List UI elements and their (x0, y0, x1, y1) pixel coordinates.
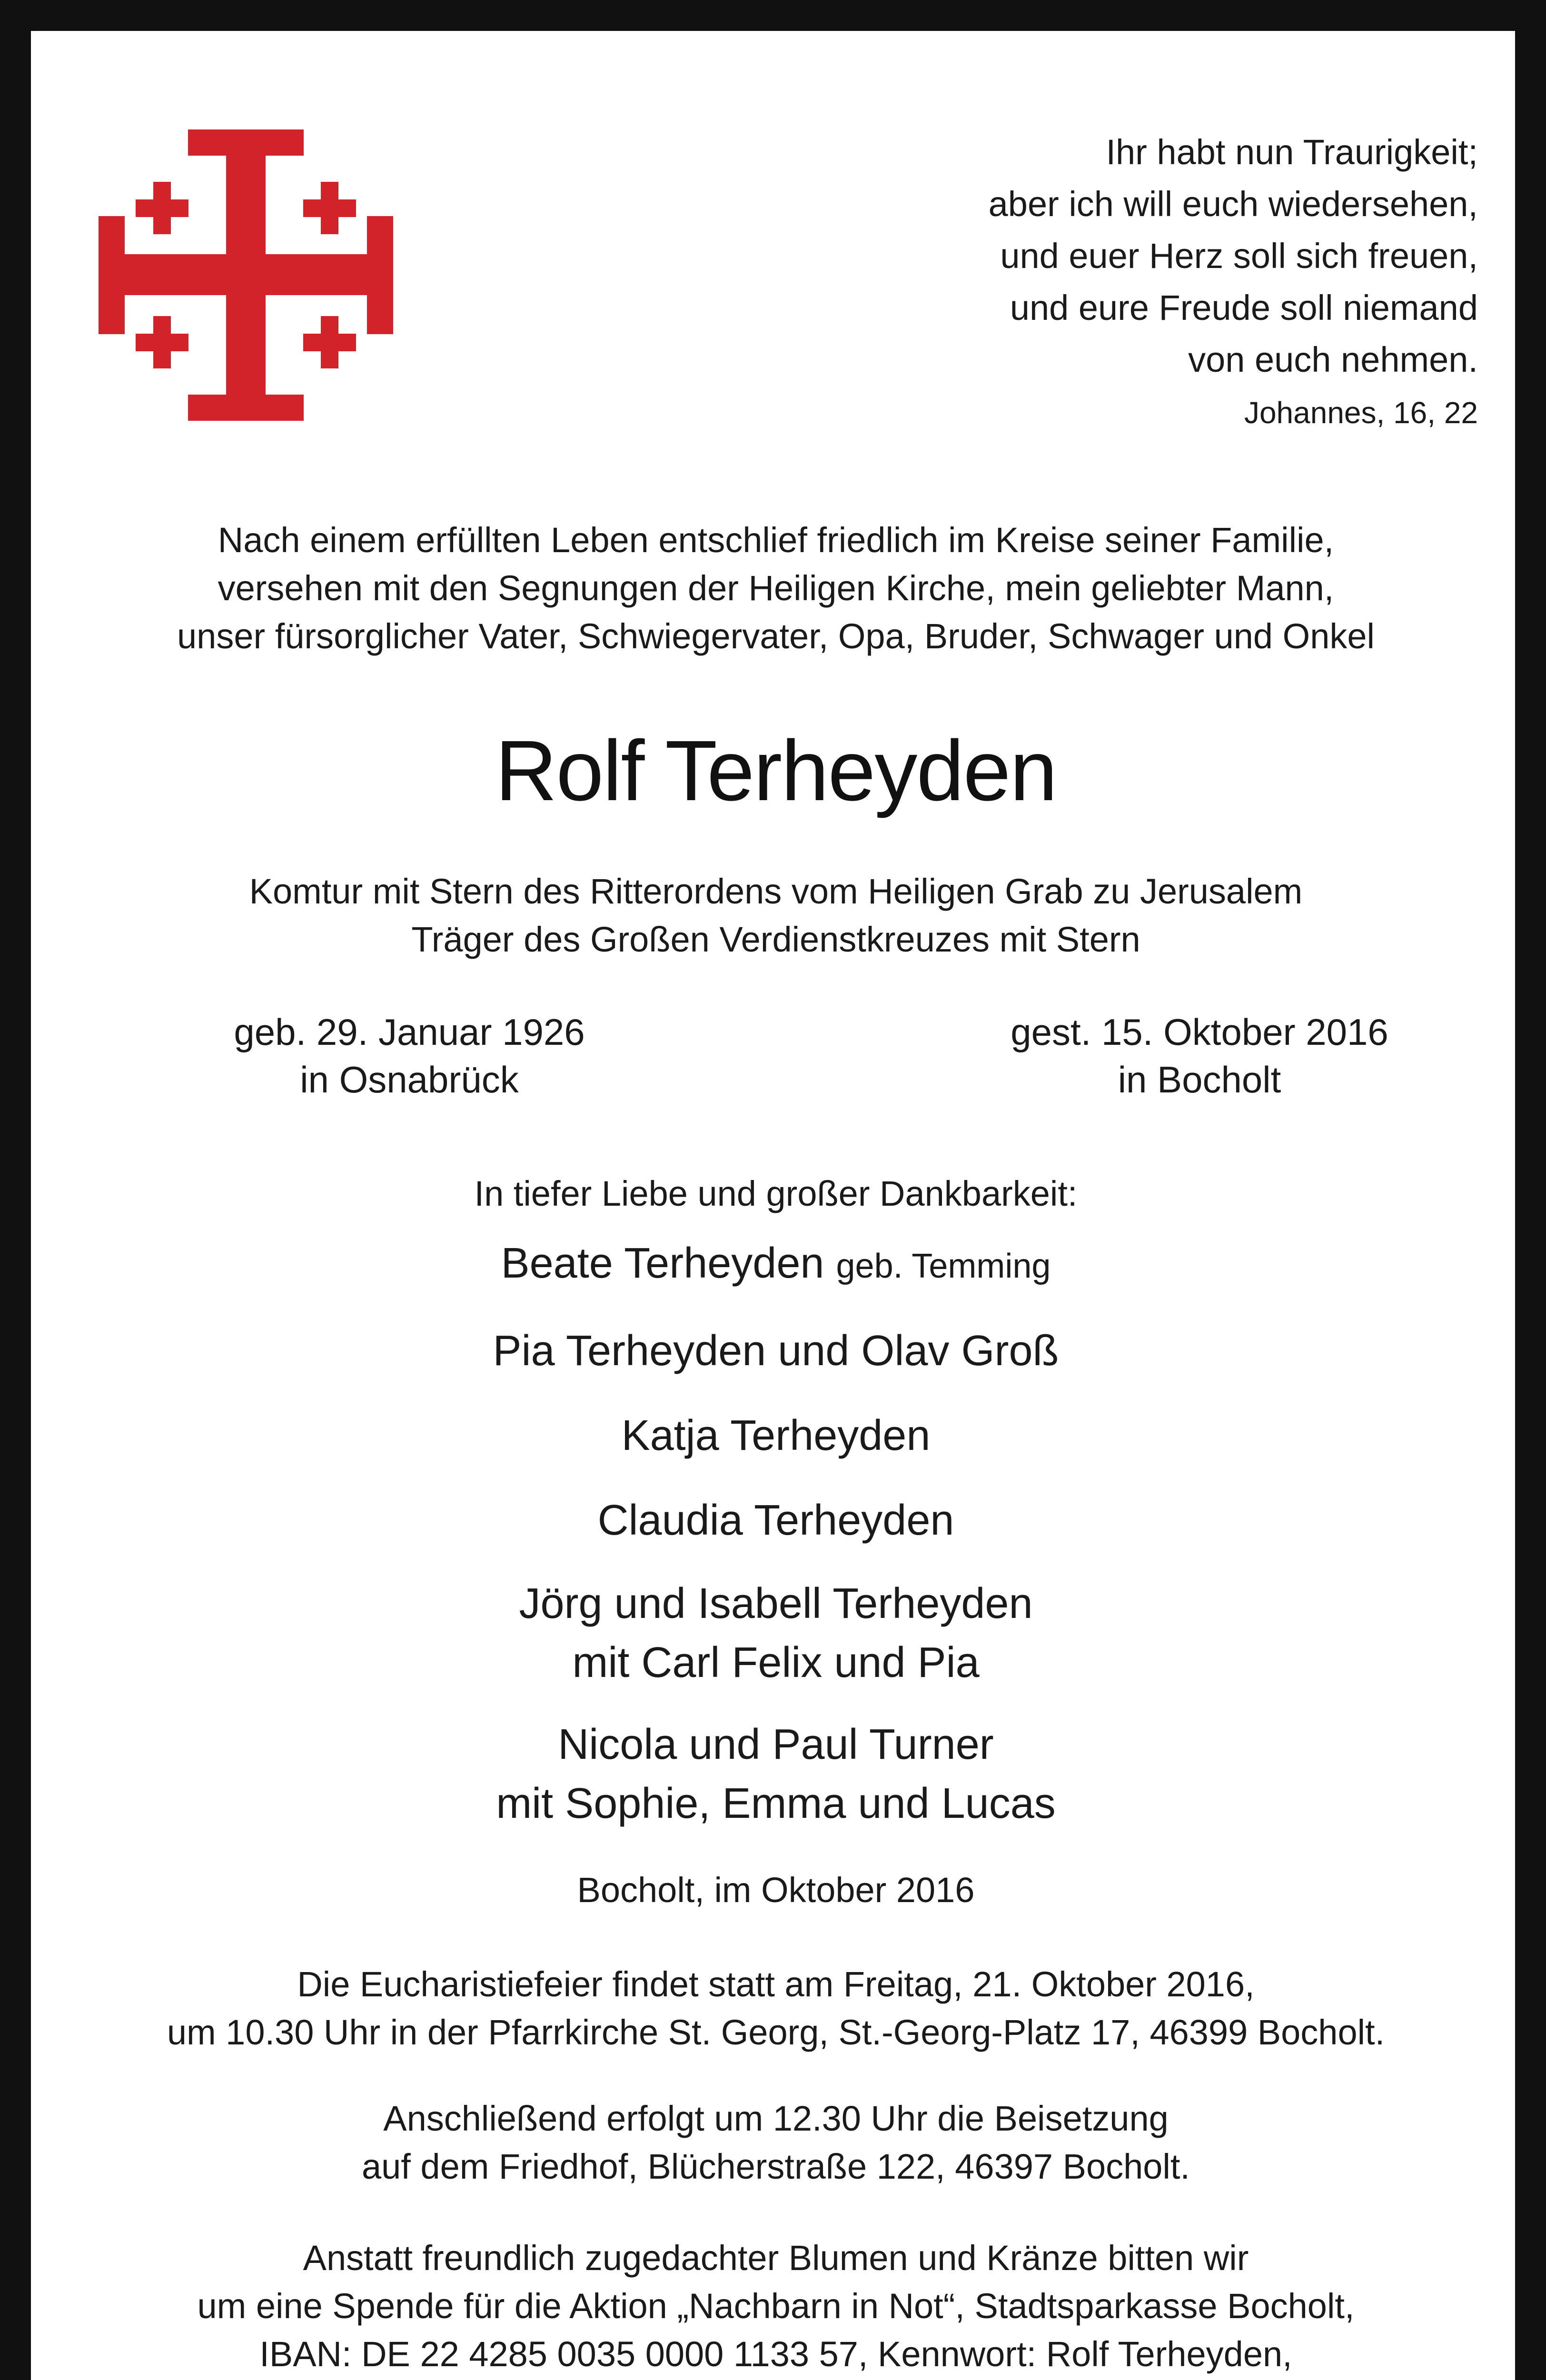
verse-line: aber ich will euch wiedersehen, (988, 184, 1478, 224)
burial-info (31, 2094, 1521, 2191)
dedication: In tiefer Liebe und großer Dankbarkeit: (474, 1174, 1078, 1213)
service-line: Die Eucharistiefeier findet statt am Freitag, 21. Oktober 2016, (297, 1964, 1255, 2004)
verse-line: und euer Herz soll sich freuen, (1000, 236, 1478, 276)
family-member-name: Pia Terheyden und Olav Groß (493, 1327, 1059, 1375)
donation-line: Anstatt freundlich zugedachter Blumen und Kränze bitten wir (303, 2238, 1249, 2278)
family-member-name: Beate Terheyden (501, 1240, 824, 1287)
service-line: um 10.30 Uhr in der Pfarrkirche St. Georg, St.-Georg-Platz 17, 46399 Bocholt. (167, 2013, 1385, 2052)
family-member-suffix: geb. Temming (836, 1247, 1051, 1285)
donation-line (31, 2378, 1521, 2380)
family-member (31, 1488, 1521, 1553)
birth-info (124, 1008, 695, 1103)
intro-text (31, 516, 1521, 660)
notice-content (31, 31, 1515, 2380)
family-member-name: Jörg und Isabell Terheyden (519, 1580, 1033, 1627)
cross-shape (99, 129, 393, 421)
burial-line: auf dem Friedhof, Blücherstraße 122, 46397 Bocholt. (361, 2147, 1190, 2186)
burial-line: Anschließend erfolgt um 12.30 Uhr die Beisetzung (383, 2099, 1169, 2138)
intro-line: unser fürsorglicher Vater, Schwiegervater, Opa, Bruder, Schwager und Onkel (177, 616, 1375, 656)
family-list (31, 1231, 1521, 1854)
intro-line: versehen mit den Segnungen der Heiligen Kirche, mein geliebter Mann, (218, 568, 1334, 608)
jerusalem-cross-icon (99, 129, 393, 421)
birth-date: geb. 29. Januar 1926 (234, 1011, 585, 1053)
donation-line: IBAN: DE 22 4285 0035 0000 1133 57, Kennwort: Rolf Terheyden, (259, 2334, 1292, 2374)
family-member (31, 1714, 1521, 1835)
death-date: gest. 15. Oktober 2016 (1011, 1011, 1388, 1053)
bible-verse (764, 126, 1478, 386)
service-info (31, 1960, 1521, 2056)
donation-info (31, 2234, 1521, 2380)
family-member (31, 1403, 1521, 1468)
verse-source: Johannes, 16, 22 (1244, 396, 1478, 430)
place-date: Bocholt, im Oktober 2016 (577, 1870, 975, 1910)
verse-line: und eure Freude soll niemand (1010, 288, 1478, 327)
intro-line: Nach einem erfüllten Leben entschlief friedlich im Kreise seiner Familie, (218, 520, 1334, 560)
deceased-name: Rolf Terheyden (495, 723, 1057, 819)
family-member (31, 1573, 1521, 1694)
family-member-children: mit Carl Felix und Pia (572, 1639, 980, 1686)
verse-line: von euch nehmen. (1188, 340, 1478, 379)
death-info (914, 1008, 1485, 1103)
death-place: in Bocholt (1118, 1059, 1281, 1101)
donation-line: um eine Spende für die Aktion „Nachbarn in Not“, Stadtsparkasse Bocholt, (197, 2286, 1355, 2326)
family-member-name: Claudia Terheyden (597, 1497, 954, 1544)
notice-panel (28, 28, 1518, 2380)
birth-place: in Osnabrück (300, 1059, 519, 1101)
verse-line: Ihr habt nun Traurigkeit; (1106, 132, 1478, 172)
honor-line: Träger des Großen Verdienstkreuzes mit Stern (411, 920, 1140, 959)
family-member-name: Nicola und Paul Turner (558, 1721, 994, 1768)
family-member (31, 1231, 1521, 1299)
family-member (31, 1319, 1521, 1383)
honor-line: Komtur mit Stern des Ritterordens vom Heiligen Grab zu Jerusalem (249, 872, 1303, 911)
family-member-children: mit Sophie, Emma und Lucas (496, 1780, 1056, 1827)
honors (31, 867, 1521, 963)
family-member-name: Katja Terheyden (621, 1412, 931, 1459)
